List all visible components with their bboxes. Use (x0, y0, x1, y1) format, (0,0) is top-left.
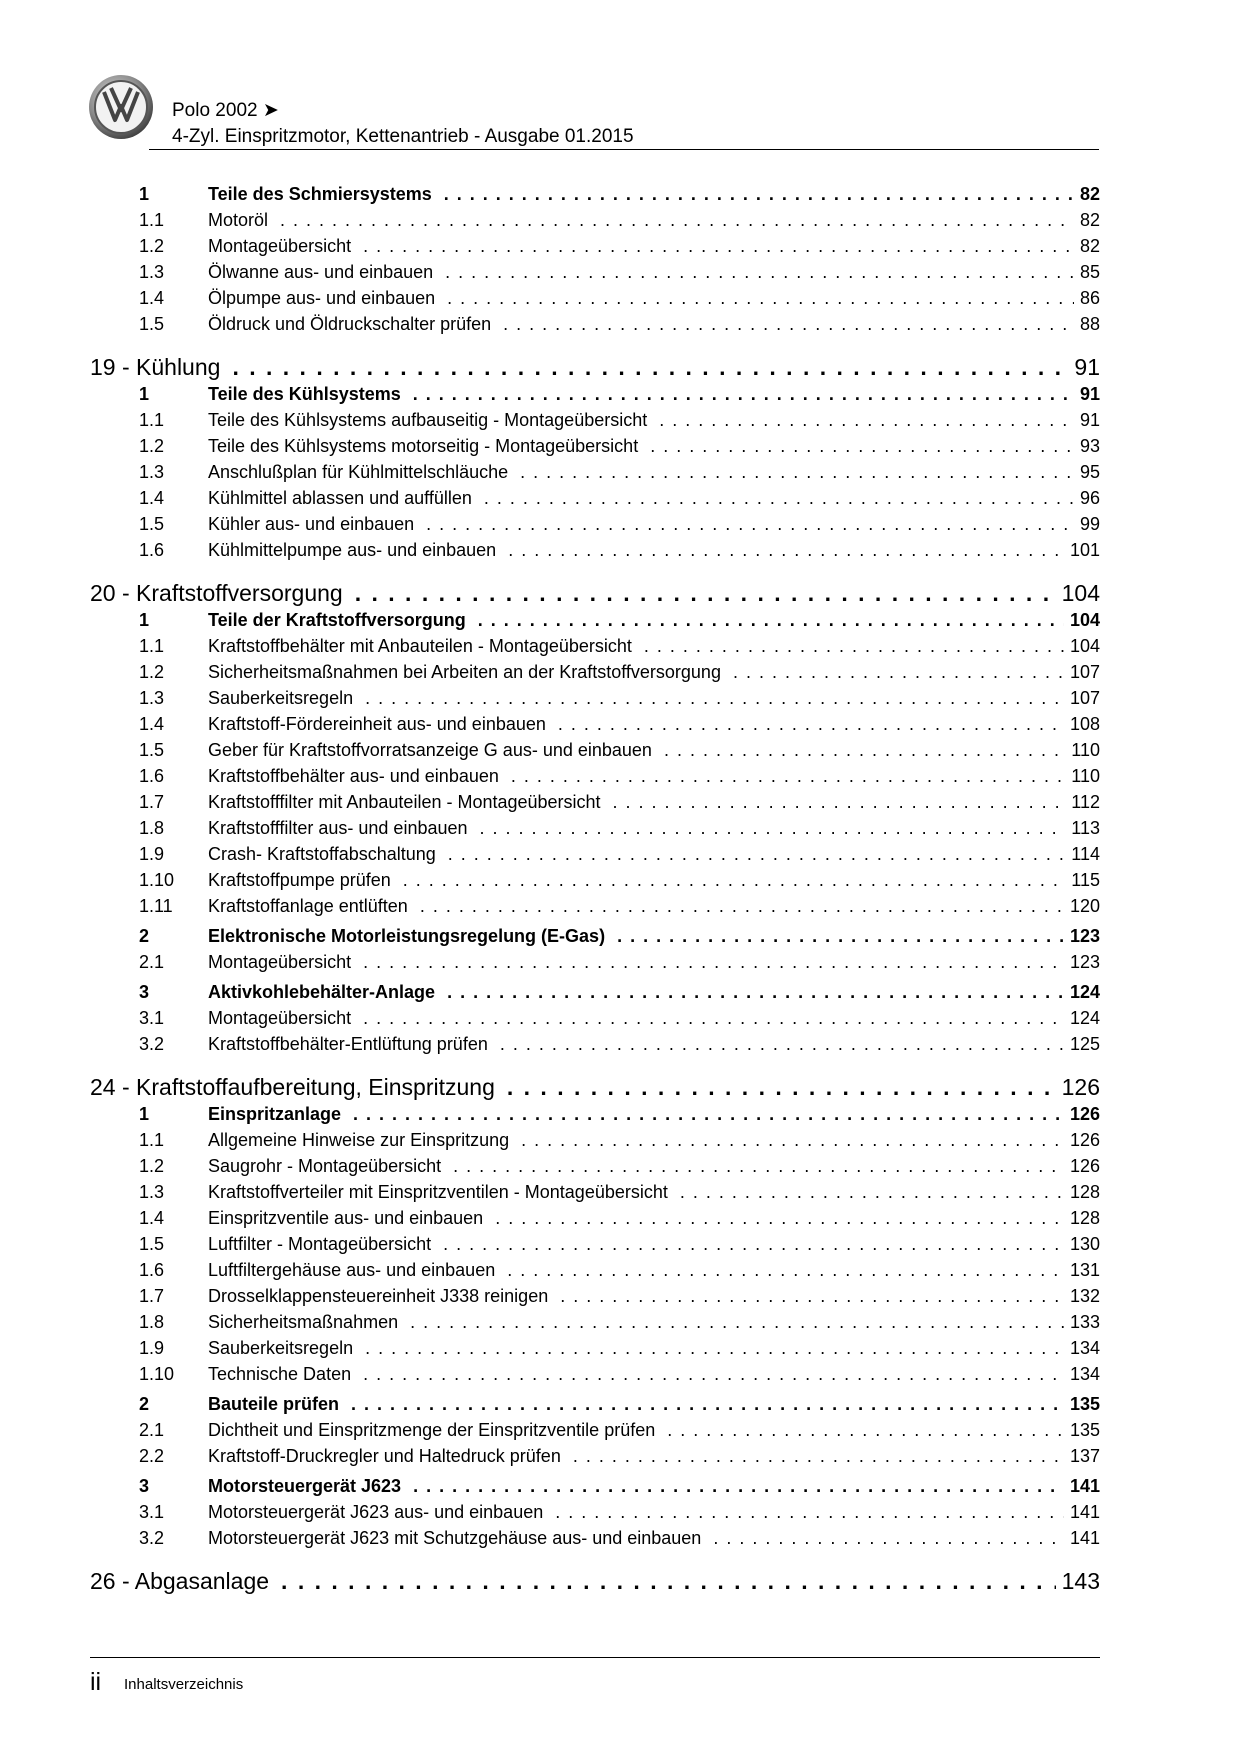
dot-leader (664, 740, 1065, 761)
toc-entry-title: Technische Daten (208, 1364, 352, 1384)
toc-item[interactable] (90, 488, 1100, 514)
toc-entry-number: 1.1 (139, 1130, 165, 1150)
toc-page-number: 101 (1069, 540, 1100, 560)
dot-leader (410, 1312, 1064, 1333)
toc-chapter[interactable] (90, 566, 1100, 606)
toc-item[interactable] (90, 1156, 1100, 1182)
toc-entry-title: Kraftstoffbehälter aus- und einbauen (208, 766, 499, 786)
dot-leader (426, 514, 1074, 535)
toc-entry-number: 1 (139, 610, 150, 630)
toc-section[interactable] (90, 180, 1100, 210)
toc-entry-title: Teile des Kühlsystems (208, 384, 401, 404)
header-divider (149, 149, 1099, 150)
footer-divider (90, 1657, 1100, 1658)
dot-leader (680, 1182, 1064, 1203)
dot-leader (365, 1338, 1064, 1359)
toc-item[interactable] (90, 1312, 1100, 1338)
toc-entry-title: Allgemeine Hinweise zur Einspritzung (208, 1130, 510, 1150)
toc-entry-number: 2.2 (139, 1446, 165, 1466)
dot-leader (558, 714, 1064, 735)
toc-entry-number: 2 (139, 926, 150, 946)
dot-leader (520, 462, 1074, 483)
toc-entry-number: 1.4 (139, 1208, 165, 1228)
toc-entry-number: 1.1 (139, 210, 165, 230)
toc-page-number: 108 (1069, 714, 1100, 734)
toc-entry-title: Einspritzanlage (208, 1104, 342, 1124)
toc-page-number: 124 (1069, 1008, 1100, 1028)
toc-entry-title: Kraftstoff-Fördereinheit aus- und einbauen (208, 714, 546, 734)
dot-leader (453, 1156, 1064, 1177)
footer-label: Inhaltsverzeichnis (124, 1676, 244, 1693)
dot-leader (232, 354, 1068, 380)
toc-entry-title: Teile des Kühlsystems motorseitig - Montageübersicht (208, 436, 639, 456)
dot-leader (555, 1502, 1064, 1523)
page-number: ii (90, 1668, 102, 1696)
toc-item[interactable] (90, 792, 1100, 818)
toc-entry-title: Drosselklappensteuereinheit J338 reinigen (208, 1286, 549, 1306)
toc-page-number: 141 (1069, 1502, 1100, 1522)
toc-section[interactable] (90, 1390, 1100, 1420)
toc-entry-title: Kraftstoffbehälter-Entlüftung prüfen (208, 1034, 488, 1054)
toc-entry-number: 1.7 (139, 792, 165, 812)
toc-page-number: 126 (1069, 1104, 1100, 1124)
toc-entry-title: Kraftstoffpumpe prüfen (208, 870, 391, 890)
toc-entry-number: 1.7 (139, 1286, 165, 1306)
toc-item[interactable] (90, 896, 1100, 922)
dot-leader (445, 262, 1074, 283)
toc-entry-title: Sicherheitsmaßnahmen (208, 1312, 399, 1332)
toc-section[interactable] (90, 978, 1100, 1008)
dot-leader (444, 184, 1074, 205)
toc-page-number: 125 (1069, 1034, 1100, 1054)
toc-entry-number: 1.9 (139, 844, 165, 864)
toc-page-number: 91 (1079, 410, 1100, 430)
toc-item[interactable] (90, 662, 1100, 688)
toc-entry-number: 1.2 (139, 436, 165, 456)
toc-entry-number: 1.6 (139, 540, 165, 560)
toc-item[interactable] (90, 1528, 1100, 1554)
toc-entry-title: Crash- Kraftstoffabschaltung (208, 844, 436, 864)
toc-entry-number: 1.5 (139, 514, 165, 534)
toc-entry-number: 3 (139, 1476, 150, 1496)
toc-item[interactable] (90, 262, 1100, 288)
toc-entry-title: Saugrohr - Montageübersicht (208, 1156, 442, 1176)
toc-entry-number: 2.1 (139, 952, 165, 972)
toc-entry-number: 1.5 (139, 740, 165, 760)
dot-leader (507, 1074, 1056, 1100)
toc-item[interactable] (90, 514, 1100, 540)
dot-leader (495, 1208, 1064, 1229)
toc-entry-title: Kühlmittel ablassen und auffüllen (208, 488, 472, 508)
dot-leader (573, 1446, 1064, 1467)
dot-leader (280, 210, 1074, 231)
dot-leader (659, 410, 1074, 431)
toc-page-number: 113 (1071, 818, 1100, 838)
toc-item[interactable] (90, 1446, 1100, 1472)
toc-entry-number: 1.8 (139, 1312, 165, 1332)
dot-leader (560, 1286, 1064, 1307)
toc-entry-title: Ölpumpe aus- und einbauen (208, 288, 436, 308)
toc-page-number: 110 (1071, 740, 1100, 760)
toc-item[interactable] (90, 1182, 1100, 1208)
toc-page-number: 128 (1069, 1182, 1100, 1202)
toc-entry-number: 3.1 (139, 1502, 165, 1522)
toc-entry-number: 1.3 (139, 688, 165, 708)
document-subtitle: 4-Zyl. Einspritzmotor, Kettenantrieb - Ausgabe 01.2015 (172, 126, 634, 147)
toc-entry-number: 1.1 (139, 410, 165, 430)
toc-item[interactable] (90, 1364, 1100, 1390)
toc-page-number: 104 (1061, 580, 1100, 606)
dot-leader (617, 926, 1064, 947)
toc-page-number: 135 (1069, 1394, 1100, 1414)
toc-entry-title: Kühlmittelpumpe aus- und einbauen (208, 540, 497, 560)
dot-leader (484, 488, 1074, 509)
toc-chapter[interactable] (90, 340, 1100, 380)
toc-entry-number: 2.1 (139, 1420, 165, 1440)
dot-leader (644, 636, 1064, 657)
toc-entry-title: Dichtheit und Einspritzmenge der Einspritzventile prüfen (208, 1420, 656, 1440)
toc-item[interactable] (90, 1338, 1100, 1364)
toc-page-number: 99 (1079, 514, 1100, 534)
toc-item[interactable] (90, 1130, 1100, 1156)
dot-leader (443, 1234, 1064, 1255)
toc-item[interactable] (90, 766, 1100, 792)
toc-entry-number: 1.2 (139, 662, 165, 682)
toc-entry-title: 26 - Abgasanlage (90, 1568, 270, 1594)
toc-item[interactable] (90, 436, 1100, 462)
toc-item[interactable] (90, 540, 1100, 566)
toc-page-number: 141 (1069, 1528, 1100, 1548)
toc-page-number: 134 (1069, 1338, 1100, 1358)
toc-section[interactable] (90, 922, 1100, 952)
toc-chapter[interactable] (90, 1554, 1100, 1594)
toc-page-number: 126 (1069, 1130, 1100, 1150)
toc-entry-number: 1.11 (139, 896, 173, 916)
toc-page-number: 107 (1069, 662, 1100, 682)
toc-entry-title: Luftfiltergehäuse aus- und einbauen (208, 1260, 496, 1280)
toc-page-number: 114 (1071, 844, 1100, 864)
toc-entry-number: 1.4 (139, 714, 165, 734)
toc-entry-number: 1 (139, 184, 150, 204)
toc-page-number: 110 (1071, 766, 1100, 786)
toc-entry-title: Elektronische Motorleistungsregelung (E-Gas) (208, 926, 606, 946)
toc-page-number: 85 (1079, 262, 1100, 282)
toc-entry-number: 3 (139, 982, 150, 1002)
toc-page-number: 107 (1069, 688, 1100, 708)
dot-leader (613, 792, 1066, 813)
toc-entry-number: 1.2 (139, 236, 165, 256)
toc-entry-title: Öldruck und Öldruckschalter prüfen (208, 314, 492, 334)
toc-entry-title: Teile des Schmiersystems (208, 184, 432, 204)
toc-item[interactable] (90, 1034, 1100, 1060)
dot-leader (413, 1476, 1064, 1497)
toc-item[interactable] (90, 636, 1100, 662)
toc-entry-title: 19 - Kühlung (90, 354, 221, 380)
toc-entry-title: Kraftstofffilter aus- und einbauen (208, 818, 468, 838)
toc-page-number: 133 (1069, 1312, 1100, 1332)
vw-logo (88, 74, 154, 140)
dot-leader (713, 1528, 1064, 1549)
table-of-contents (90, 180, 1100, 1594)
toc-page-number: 82 (1079, 210, 1100, 230)
toc-entry-number: 1.3 (139, 262, 165, 282)
dot-leader (503, 314, 1074, 335)
toc-entry-number: 1.6 (139, 1260, 165, 1280)
toc-item[interactable] (90, 952, 1100, 978)
toc-page-number: 130 (1069, 1234, 1100, 1254)
toc-section[interactable] (90, 1100, 1100, 1130)
toc-page-number: 115 (1071, 870, 1100, 890)
toc-section[interactable] (90, 606, 1100, 636)
toc-entry-title: Kraftstoffanlage entlüften (208, 896, 408, 916)
toc-entry-title: 24 - Kraftstoffaufbereitung, Einspritzung (90, 1074, 495, 1100)
toc-entry-title: Kraftstoff-Druckregler und Haltedruck prüfen (208, 1446, 561, 1466)
toc-page-number: 82 (1079, 184, 1100, 204)
toc-entry-title: Kraftstofffilter mit Anbauteilen - Montageübersicht (208, 792, 601, 812)
toc-page-number: 86 (1079, 288, 1100, 308)
toc-entry-number: 3.2 (139, 1034, 165, 1054)
toc-item[interactable] (90, 714, 1100, 740)
dot-leader (667, 1420, 1064, 1441)
toc-section[interactable] (90, 380, 1100, 410)
dot-leader (448, 844, 1066, 865)
toc-page-number: 104 (1069, 636, 1100, 656)
dot-leader (420, 896, 1064, 917)
toc-item[interactable] (90, 1008, 1100, 1034)
toc-page-number: 95 (1079, 462, 1100, 482)
toc-entry-title: Teile der Kraftstoffversorgung (208, 610, 466, 630)
toc-entry-number: 1.5 (139, 1234, 165, 1254)
toc-page-number: 120 (1069, 896, 1100, 916)
dot-leader (353, 1104, 1064, 1125)
toc-entry-title: Sicherheitsmaßnahmen bei Arbeiten an der Kraftstoffversorgung (208, 662, 721, 682)
toc-page-number: 126 (1069, 1156, 1100, 1176)
toc-item[interactable] (90, 410, 1100, 436)
toc-page-number: 88 (1079, 314, 1100, 334)
toc-entry-title: Motorsteuergerät J623 aus- und einbauen (208, 1502, 544, 1522)
toc-item[interactable] (90, 210, 1100, 236)
dot-leader (403, 870, 1066, 891)
dot-leader (508, 540, 1064, 561)
toc-entry-title: Montageübersicht (208, 952, 352, 972)
dot-leader (521, 1130, 1064, 1151)
toc-entry-number: 3.1 (139, 1008, 165, 1028)
toc-item[interactable] (90, 288, 1100, 314)
toc-page-number: 132 (1069, 1286, 1100, 1306)
toc-page-number: 123 (1069, 952, 1100, 972)
toc-entry-title: Teile des Kühlsystems aufbauseitig - Montageübersicht (208, 410, 648, 430)
toc-entry-title: Motorsteuergerät J623 (208, 1476, 402, 1496)
toc-page-number: 82 (1079, 236, 1100, 256)
dot-leader (507, 1260, 1064, 1281)
toc-entry-number: 1.10 (139, 870, 175, 890)
toc-page-number: 124 (1069, 982, 1100, 1002)
toc-entry-title: Kraftstoffverteiler mit Einspritzventilen - Montageübersicht (208, 1182, 668, 1202)
toc-item[interactable] (90, 740, 1100, 766)
dot-leader (351, 1394, 1064, 1415)
dot-leader (511, 766, 1065, 787)
toc-item[interactable] (90, 462, 1100, 488)
toc-item[interactable] (90, 314, 1100, 340)
dot-leader (480, 818, 1066, 839)
document-title: Polo 2002 ➤ (172, 100, 279, 121)
toc-item[interactable] (90, 1208, 1100, 1234)
toc-entry-title: Kraftstoffbehälter mit Anbauteilen - Montageübersicht (208, 636, 632, 656)
toc-page-number: 131 (1069, 1260, 1100, 1280)
toc-entry-title: Aktivkohlebehälter-Anlage (208, 982, 436, 1002)
toc-entry-number: 1.8 (139, 818, 165, 838)
toc-entry-title: Bauteile prüfen (208, 1394, 340, 1414)
toc-entry-number: 1.10 (139, 1364, 175, 1384)
toc-entry-number: 1.5 (139, 314, 165, 334)
toc-page-number: 91 (1079, 384, 1100, 404)
toc-page-number: 143 (1061, 1568, 1100, 1594)
toc-page-number: 134 (1069, 1364, 1100, 1384)
dot-leader (413, 384, 1074, 405)
toc-entry-number: 1.3 (139, 462, 165, 482)
toc-chapter[interactable] (90, 1060, 1100, 1100)
toc-entry-number: 3.2 (139, 1528, 165, 1548)
toc-page-number: 137 (1069, 1446, 1100, 1466)
toc-entry-number: 1 (139, 1104, 150, 1124)
toc-entry-number: 1.4 (139, 288, 165, 308)
toc-item[interactable] (90, 688, 1100, 714)
toc-entry-title: Montageübersicht (208, 1008, 352, 1028)
dot-leader (281, 1568, 1056, 1594)
toc-page-number: 112 (1071, 792, 1100, 812)
toc-entry-title: Montageübersicht (208, 236, 352, 256)
toc-entry-title: Geber für Kraftstoffvorratsanzeige G aus- und einbauen (208, 740, 652, 760)
toc-item[interactable] (90, 236, 1100, 262)
toc-entry-number: 1.1 (139, 636, 165, 656)
toc-entry-title: Anschlußplan für Kühlmittelschläuche (208, 462, 509, 482)
toc-page-number: 123 (1069, 926, 1100, 946)
toc-item[interactable] (90, 870, 1100, 896)
toc-entry-number: 1.6 (139, 766, 165, 786)
toc-entry-title: Luftfilter - Montageübersicht (208, 1234, 432, 1254)
toc-entry-number: 1.9 (139, 1338, 165, 1358)
dot-leader (363, 1364, 1064, 1385)
dot-leader (447, 982, 1064, 1003)
toc-section[interactable] (90, 1472, 1100, 1502)
toc-entry-number: 1 (139, 384, 150, 404)
toc-entry-title: Sauberkeitsregeln (208, 688, 354, 708)
toc-item[interactable] (90, 1502, 1100, 1528)
toc-page-number: 96 (1079, 488, 1100, 508)
dot-leader (478, 610, 1064, 631)
toc-page-number: 141 (1069, 1476, 1100, 1496)
dot-leader (733, 662, 1064, 683)
toc-entry-number: 1.4 (139, 488, 165, 508)
toc-item[interactable] (90, 1286, 1100, 1312)
toc-item[interactable] (90, 844, 1100, 870)
toc-entry-title: Motorsteuergerät J623 mit Schutzgehäuse aus- und einbauen (208, 1528, 702, 1548)
toc-entry-title: Kühler aus- und einbauen (208, 514, 415, 534)
dot-leader (365, 688, 1064, 709)
toc-entry-number: 1.2 (139, 1156, 165, 1176)
toc-page-number: 128 (1069, 1208, 1100, 1228)
toc-page-number: 126 (1061, 1074, 1100, 1100)
toc-page-number: 135 (1069, 1420, 1100, 1440)
dot-leader (447, 288, 1074, 309)
toc-item[interactable] (90, 1260, 1100, 1286)
toc-entry-title: Sauberkeitsregeln (208, 1338, 354, 1358)
toc-entry-title: 20 - Kraftstoffversorgung (90, 580, 343, 606)
toc-entry-number: 1.3 (139, 1182, 165, 1202)
toc-item[interactable] (90, 1234, 1100, 1260)
toc-entry-title: Ölwanne aus- und einbauen (208, 262, 434, 282)
dot-leader (363, 1008, 1064, 1029)
toc-item[interactable] (90, 1420, 1100, 1446)
dot-leader (355, 580, 1056, 606)
dot-leader (363, 236, 1074, 257)
dot-leader (500, 1034, 1064, 1055)
toc-page-number: 104 (1069, 610, 1100, 630)
dot-leader (363, 952, 1064, 973)
toc-item[interactable] (90, 818, 1100, 844)
toc-entry-title: Motoröl (208, 210, 269, 230)
toc-page-number: 91 (1074, 354, 1100, 380)
toc-entry-title: Einspritzventile aus- und einbauen (208, 1208, 484, 1228)
toc-entry-number: 2 (139, 1394, 150, 1414)
dot-leader (650, 436, 1074, 457)
toc-page-number: 93 (1079, 436, 1100, 456)
